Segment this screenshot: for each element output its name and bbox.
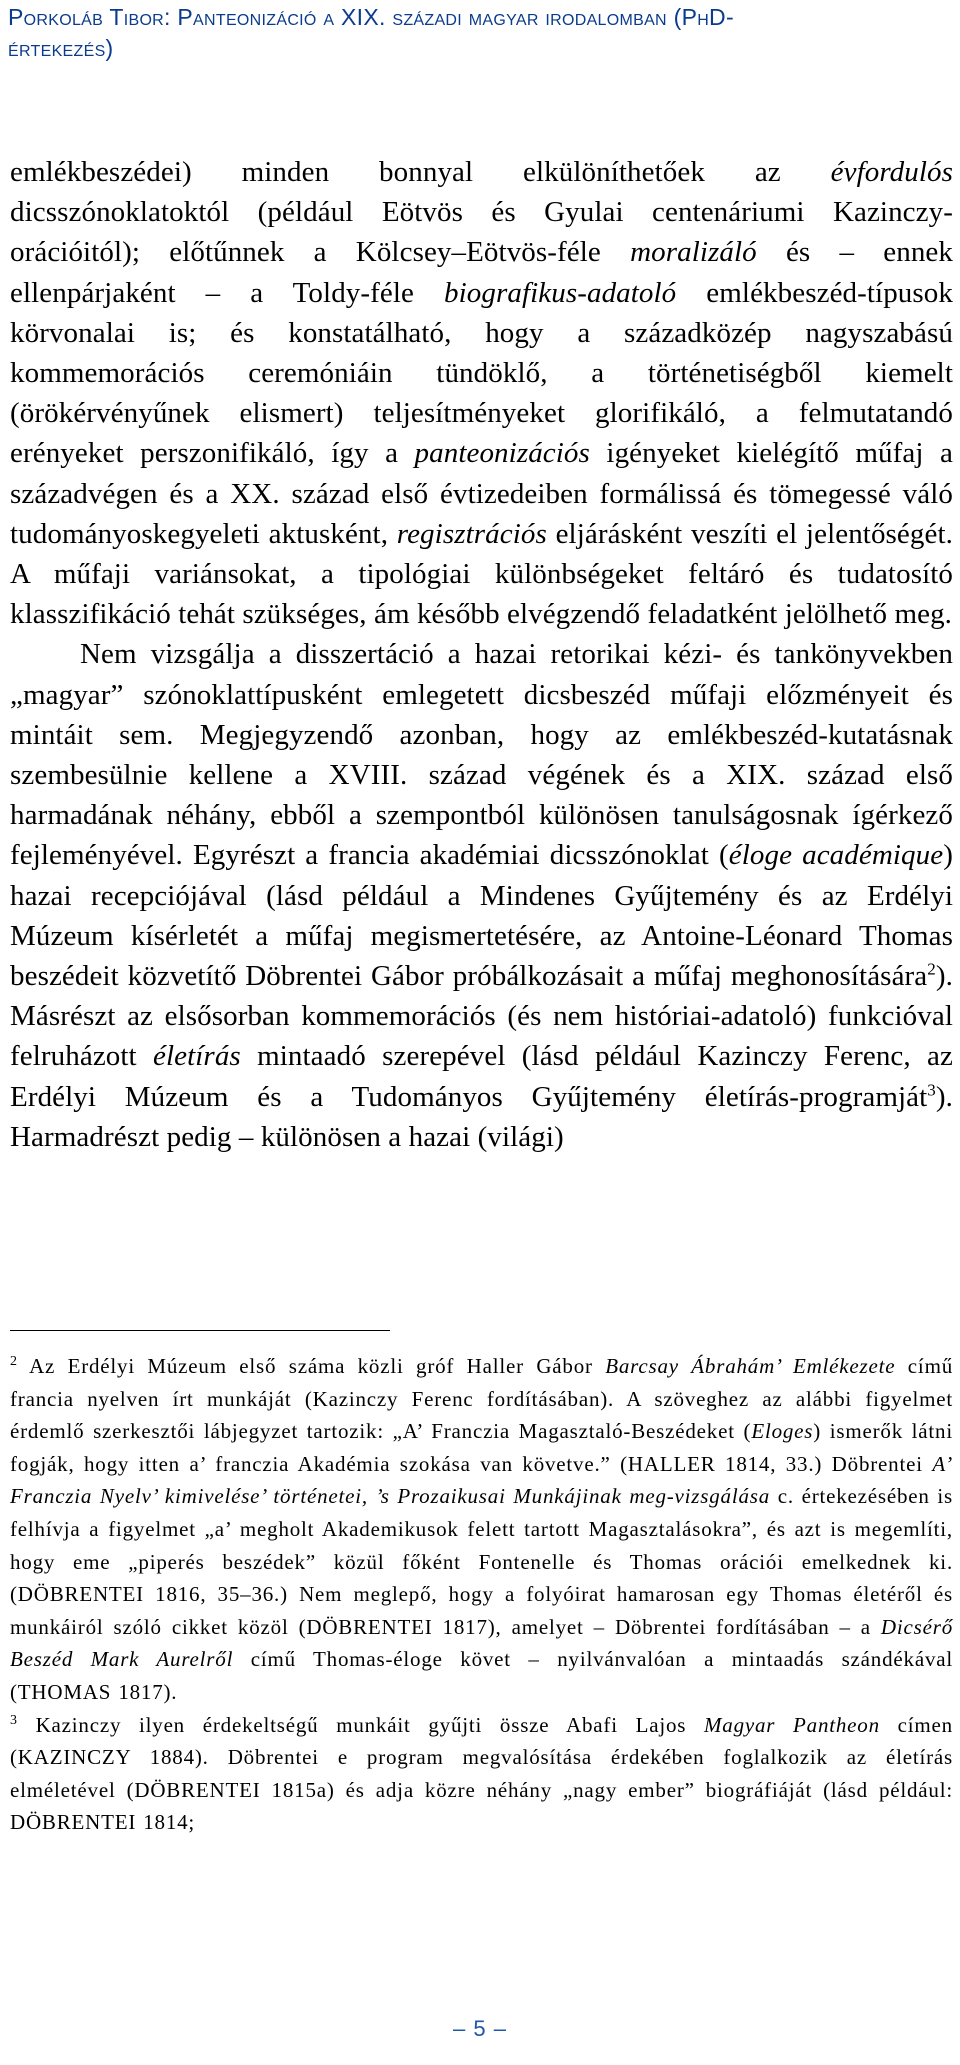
text-run: dicsszónoklatoktól (például Eötvös és Gyulai centenáriumi Kazinczy-orációitól); előtűnnek a Kölcsey–Eötvös-féle [10, 196, 953, 269]
italic-text-run: Eloges [751, 1419, 814, 1444]
italic-text-run: moralizáló [630, 236, 757, 269]
text-run: Nem vizsgálja a disszertáció a hazai retorikai kézi- és tankönyvekben „magyar” szónoklattípusként emlegetett dicsbeszéd műfaji előzményeit és mintáit sem. Megjegyzendő azonban, hogy az emlékbeszéd-kutatásnak szembesülnie kellene a XVIII. század végének és a XIX. század első harmadának néhány, ebből a szempontból különösen tanulságosnak ígérkező fejleményével. Egyrészt a francia akadémiai dicsszónoklat ( [10, 638, 953, 872]
paragraph-1 [10, 152, 953, 634]
running-header-line-1: Porkoláb Tibor: Panteonizáció a XIX. századi magyar irodalomban (PhD- [8, 4, 734, 30]
text-run: c. értekezésében is felhívja a figyelmet „a’ megholt Akademikusok felett tartott Magasztalásokra”, és azt is megemlíti, hogy eme „piperés beszédek” közül főként Fontenelle és Thomas orációi emelkednek ki. (DÖBRENTEI 1816, 35–36.) Nem meglepő, hogy a folyóirat hamarosan egy Thomas életéről és munkáiról szóló cikket közöl (DÖBRENTEI 1817), amelyet – Döbrentei fordításában – a [10, 1484, 954, 1639]
text-run: és – ennek ellenpárjaként – a Toldy-féle [10, 236, 953, 309]
text-run: Kazinczy ilyen érdekeltségű munkáit gyűjti össze Abafi Lajos [17, 1712, 704, 1737]
text-run: ). Harmadrészt pedig – különösen a hazai (világi) [10, 1080, 953, 1153]
italic-text-run: éloge académique [728, 839, 944, 872]
italic-text-run: Dicsérő Beszéd Mark Aurelről [10, 1614, 953, 1672]
page-number: – 5 – [453, 2016, 507, 2041]
footnote-marker: 2 [10, 1354, 18, 1369]
italic-text-run: regisztrációs [396, 517, 547, 550]
italic-text-run: Barcsay Ábrahám’ Emlékezete [605, 1354, 896, 1378]
running-header [8, 2, 908, 64]
footnotes [10, 1350, 953, 1839]
main-body-text [10, 152, 953, 1157]
paragraph-2 [10, 634, 953, 1157]
footnote-marker: 3 [10, 1712, 18, 1728]
footnote-separator [10, 1330, 390, 1331]
text-run: emlékbeszéd-típusok körvonalai is; és konstatálható, hogy a századközép nagyszabású kommemorációs ceremóniáin tündöklő, a történetiségből kiemelt (örökérvényűnek elismert) teljesítményeket glorifikáló, a felmutatandó erényeket perszonifikáló, így a [10, 276, 953, 470]
italic-text-run: Magyar Pantheon [703, 1712, 880, 1737]
italic-text-run: életírás [153, 1040, 241, 1073]
text-run: ). Másrészt az elsősorban kommemorációs (és nem históriai-adatoló) funkcióval felruházott [10, 960, 953, 1073]
text-run: című Thomas-éloge követ – nyilvánvalóan a mintaadás szándékával (THOMAS 1817). [10, 1647, 953, 1704]
running-header-line-2: értekezés) [8, 35, 114, 61]
italic-text-run: évfordulós [830, 156, 953, 188]
text-run: című francia nyelven írt munkáját (Kazinczy Ferenc fordításában). A szöveghez az alábbi figyelmet érdemlő szerkesztői lábjegyzet tartozik: „A’ Franczia Magasztaló-Beszédeket ( [10, 1354, 954, 1444]
text-run: eljárásként veszíti el jelentőségét. A műfaji variánsokat, a tipológiai különbségeket feltáró és tudatosító klasszifikáció tehát szükséges, ám később elvégzendő feladatként jelölhető meg. [10, 517, 953, 631]
italic-text-run: panteonizációs [414, 437, 590, 470]
text-run: emlékbeszédei) minden bonnyal elkülöníthetőek az [10, 156, 831, 188]
footnote-3 [10, 1709, 953, 1839]
text-run: címen (KAZINCZY 1884). Döbrentei e program megvalósítása érdekében foglalkozik az életírás elméletével (DÖBRENTEI 1815a) és adja közre néhány „nagy ember” biográfiáját (lásd például: DÖBRENTEI 1814; [10, 1712, 953, 1835]
italic-text-run: A’ Franczia Nyelv’ kimivelése’ történetei, ’s Prozaikusai Munkájinak meg-vizsgálása [10, 1451, 953, 1509]
footnote-2 [10, 1350, 953, 1709]
text-run: ) ismerők látni fogják, hogy itten a’ franczia Akadémia szokása van követve.” (HALLER 1814, 33.) Döbrentei [10, 1419, 953, 1476]
footnote-marker: 2 [927, 959, 936, 979]
footnote-marker: 3 [927, 1080, 936, 1100]
text-run: mintaadó szerepével (lásd például Kazinczy Ferenc, az Erdélyi Múzeum és a Tudományos Gyűjtemény életírás-programját [10, 1040, 954, 1113]
text-run: igényeket kielégítő műfaj a századvégen és a XX. század első évtizedeiben formálissá és tömegessé váló tudományoskegyeleti aktusként, [10, 437, 953, 550]
italic-text-run: biografikus-adatoló [444, 276, 677, 309]
text-run: ) hazai recepciójával (lásd például a Mindenes Gyűjtemény és az Erdélyi Múzeum kísérletét a műfaj megismertetésére, az Antoine-Léonard Thomas beszédeit közvetítő Döbrentei Gábor próbálkozásait a műfaj meghonosítására [10, 839, 953, 993]
text-run: Az Erdélyi Múzeum első száma közli gróf Haller Gábor [17, 1354, 606, 1378]
